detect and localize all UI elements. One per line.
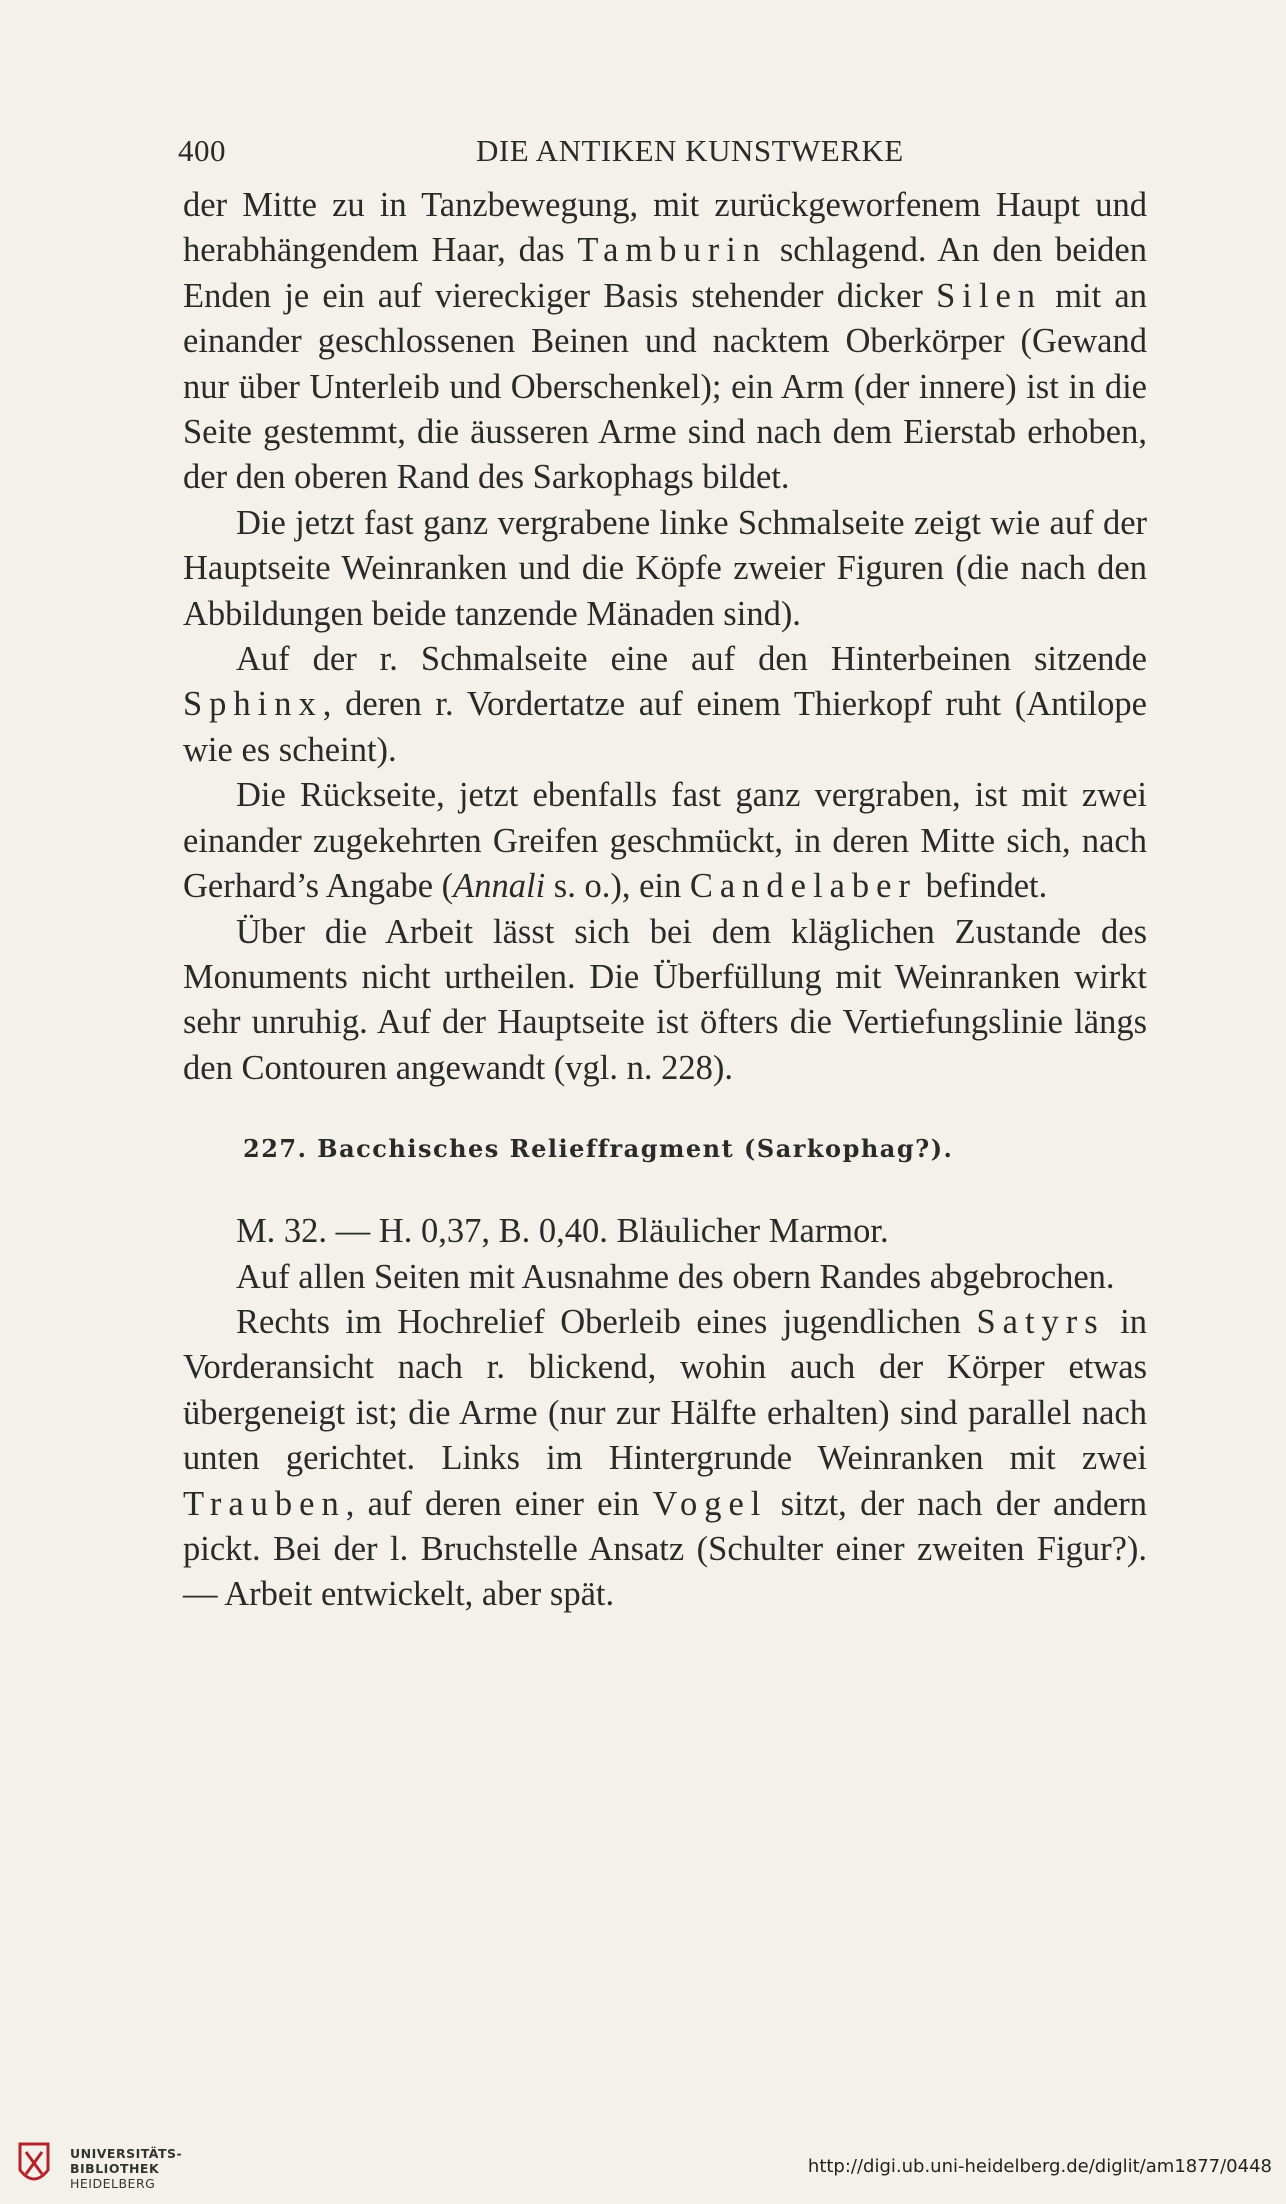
spaced-word-candelaber: Candelaber <box>689 867 917 906</box>
library-line-1: UNIVERSITÄTS- <box>70 2146 183 2161</box>
paragraph-7: Auf allen Seiten mit Ausnahme des obern Randes abgebrochen. <box>236 1257 1115 1296</box>
spaced-word-trauben: Trauben <box>183 1484 346 1523</box>
paragraph-8: Rechts im Hochrelief Oberleib eines jugendlichen Satyrs in Vorderansicht nach r. blickend, wohin auch der Körper etwas übergeneigt ist; die Arme (nur zur Hälfte erhalten) sind parallel nach unten gerichtet. Links im Hintergrunde Weinranken mit zwei Trauben, auf deren einer ein Vogel sitzt, der nach der andern pickt. Bei der l. Bruchstelle Ansatz (Schulter einer zweiten Figur?). — Arbeit entwickelt, aber spät. <box>183 1302 1147 1614</box>
spaced-word-silen: Silen <box>936 276 1043 315</box>
spaced-word-satyrs: Satyrs <box>976 1302 1105 1341</box>
body-text <box>183 183 1147 1618</box>
spaced-word-vogel: Vogel <box>652 1484 768 1523</box>
paragraph-1: der Mitte zu in Tanzbewegung, mit zurückgeworfenem Haupt und herabhängendem Haar, das Tamburin schlagend. An den beiden Enden je ein auf viereckiger Basis stehender dicker Silen mit an einander geschlossenen Beinen und nacktem Oberkörper (Gewand nur über Unterleib und Oberschenkel); ein Arm (der innere) ist in die Seite gestemmt, die äusseren Arme sind nach dem Eierstab erhoben, der den oberen Rand des Sarkophags bildet. <box>183 186 1147 497</box>
paragraph-5: Über die Arbeit lässt sich bei dem kläglichen Zustande des Monuments nicht urtheilen. Die Überfüllung mit Weinranken wirkt sehr unruhig. Auf der Hauptseite ist öfters die Vertiefungslinie längs den Contouren angewandt (vgl. n. 228). <box>183 912 1147 1087</box>
library-name <box>70 2146 182 2191</box>
library-line-2: BIBLIOTHEK <box>70 2161 160 2176</box>
paragraph-2: Die jetzt fast ganz vergrabene linke Schmalseite zeigt wie auf der Hauptseite Weinranken und die Köpfe zweier Figuren (die nach den Abbildungen beide tanzende Mänaden sind). <box>183 503 1147 633</box>
source-url[interactable]: http://digi.ub.uni-heidelberg.de/diglit/am1877/0448 <box>807 2156 1272 2177</box>
heidelberg-library-logo-icon <box>14 2140 54 2192</box>
library-line-3: HEIDELBERG <box>70 2176 156 2191</box>
spaced-word-tamburin: Tamburin <box>577 231 768 270</box>
paragraph-4: Die Rückseite, jetzt ebenfalls fast ganz vergraben, ist mit zwei einander zugekehrten Greifen geschmückt, in deren Mitte sich, nach Gerhard’s Angabe (Annali s. o.), ein Candelaber befindet. <box>183 776 1147 906</box>
running-head <box>178 133 1138 173</box>
italic-annali: Annali <box>453 867 546 906</box>
page-number: 400 <box>178 133 226 168</box>
section-heading: 227. Bacchisches Relieffragment (Sarkophag?). <box>243 1134 954 1164</box>
running-title: DIE ANTIKEN KUNSTWERKE <box>476 133 904 168</box>
paragraph-3: Auf der r. Schmalseite eine auf den Hinterbeinen sitzende Sphinx, deren r. Vordertatze auf einem Thierkopf ruht (Antilope wie es scheint). <box>183 640 1147 769</box>
spaced-word-sphinx: Sphinx <box>183 685 323 724</box>
paragraph-6: M. 32. — H. 0,37, B. 0,40. Bläulicher Marmor. <box>236 1212 889 1251</box>
